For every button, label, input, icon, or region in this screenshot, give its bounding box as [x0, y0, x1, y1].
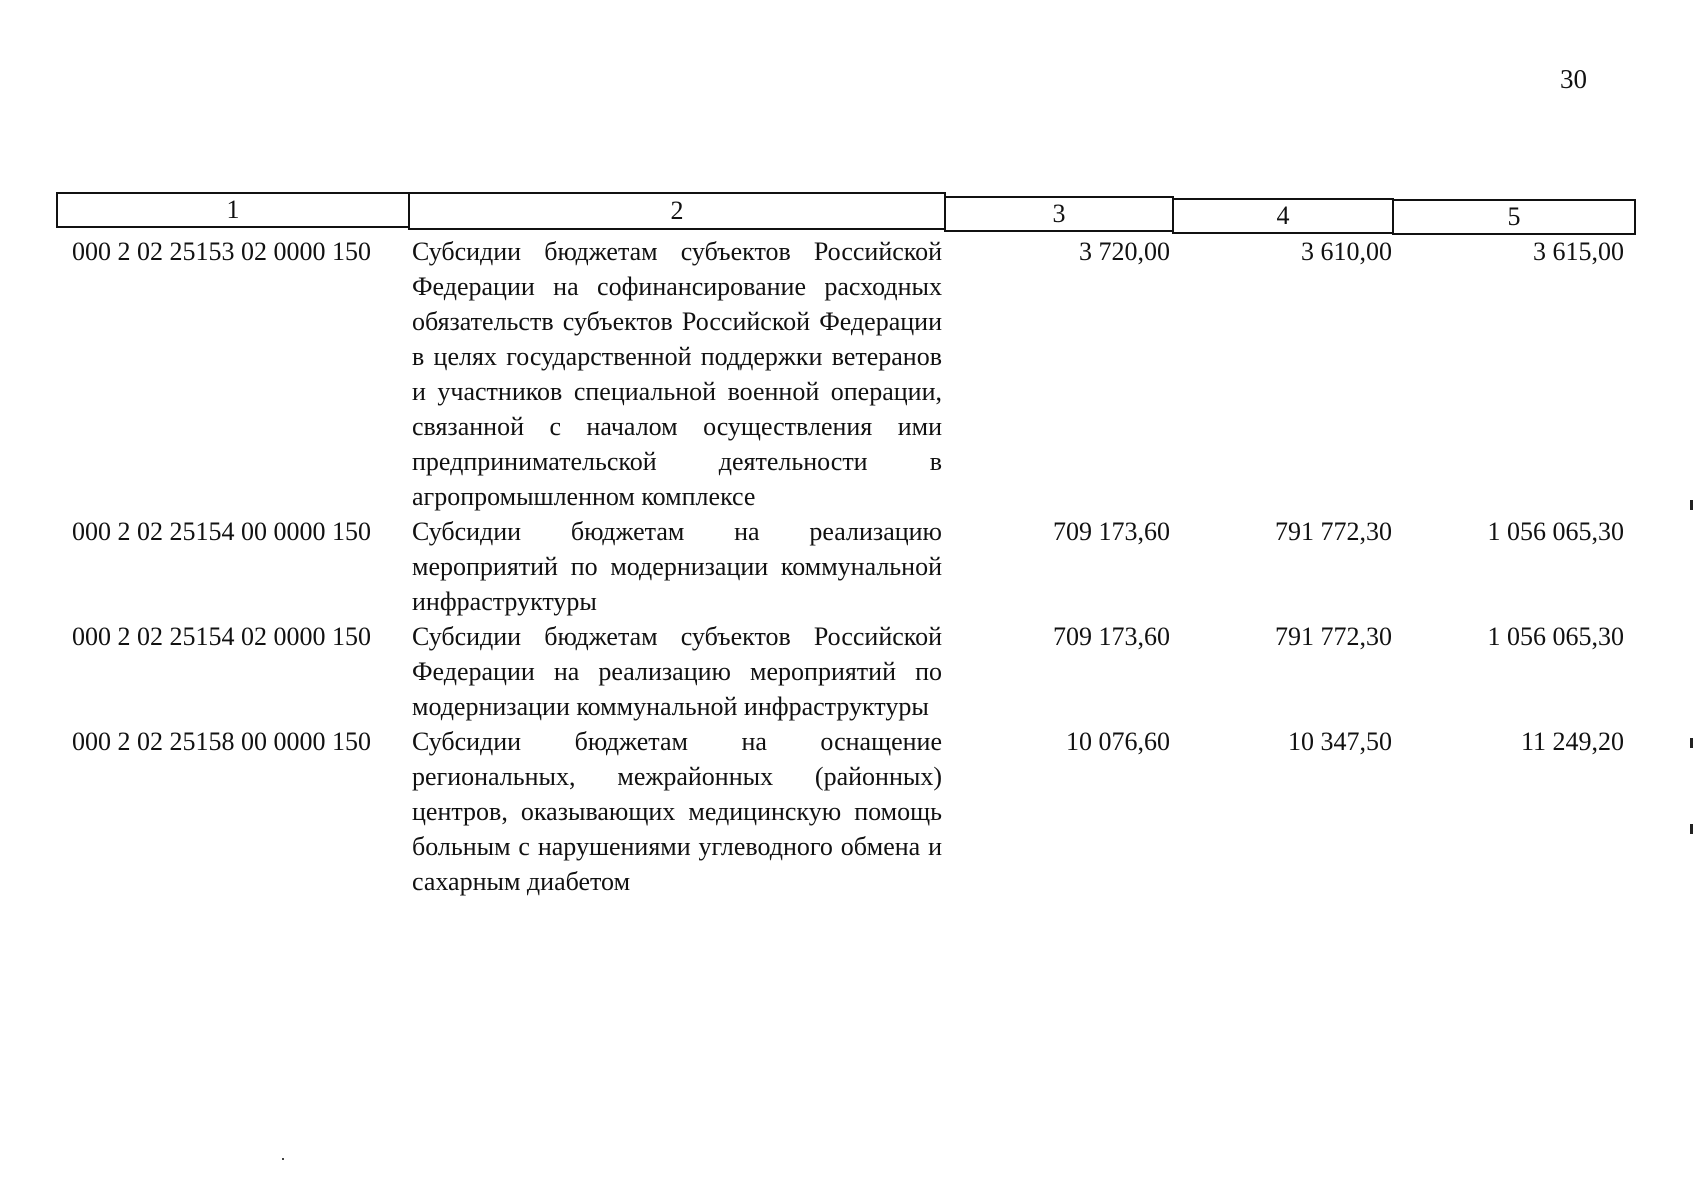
scan-margin-mark	[1690, 824, 1693, 834]
scan-margin-mark	[1690, 500, 1693, 510]
table-row	[56, 619, 1636, 724]
scan-speck	[282, 1158, 284, 1160]
value-col-5: 3 615,00	[1533, 237, 1624, 266]
row-description: Субсидии бюджетам на оснащение региональных, межрайонных (районных) центров, оказывающих медицинскую помощь больным с нарушениями углеводного обмена и сахарным диабетом	[412, 727, 942, 896]
header-col-1: 1	[56, 192, 410, 228]
value-col-5: 1 056 065,30	[1487, 622, 1624, 651]
value-col-3: 709 173,60	[1053, 517, 1170, 546]
value-col-4: 791 772,30	[1275, 622, 1392, 651]
value-col-5: 11 249,20	[1520, 727, 1624, 756]
scan-margin-mark	[1690, 738, 1693, 748]
header-col-3: 3	[944, 196, 1174, 232]
value-col-3: 3 720,00	[1079, 237, 1170, 266]
header-col-5: 5	[1392, 199, 1636, 235]
value-col-5: 1 056 065,30	[1487, 517, 1624, 546]
table-header	[56, 192, 1636, 234]
value-col-3: 10 076,60	[1066, 727, 1170, 756]
page-number: 30	[1560, 64, 1587, 94]
budget-table	[56, 192, 1636, 899]
value-col-3: 709 173,60	[1053, 622, 1170, 651]
table-row	[56, 514, 1636, 619]
table-row	[56, 724, 1636, 899]
budget-code: 000 2 02 25153 02 0000 150	[72, 237, 371, 266]
row-description: Субсидии бюджетам на реализацию мероприятий по модернизации коммунальной инфраструктуры	[412, 517, 942, 616]
row-description: Субсидии бюджетам субъектов Российской Федерации на софинансирование расходных обязательств субъектов Российской Федерации в целях государственной поддержки ветеранов и участников специальной военной операции, связанной с началом осуществления ими предпринимательской деятельности в агропромышленном комплексе	[412, 237, 942, 511]
budget-code: 000 2 02 25158 00 0000 150	[72, 727, 371, 756]
table-row	[56, 234, 1636, 514]
header-col-4: 4	[1172, 198, 1394, 234]
header-col-2: 2	[408, 192, 946, 230]
row-description: Субсидии бюджетам субъектов Российской Федерации на реализацию мероприятий по модернизации коммунальной инфраструктуры	[412, 622, 942, 721]
budget-code: 000 2 02 25154 02 0000 150	[72, 622, 371, 651]
value-col-4: 10 347,50	[1288, 727, 1392, 756]
budget-code: 000 2 02 25154 00 0000 150	[72, 517, 371, 546]
value-col-4: 791 772,30	[1275, 517, 1392, 546]
value-col-4: 3 610,00	[1301, 237, 1392, 266]
